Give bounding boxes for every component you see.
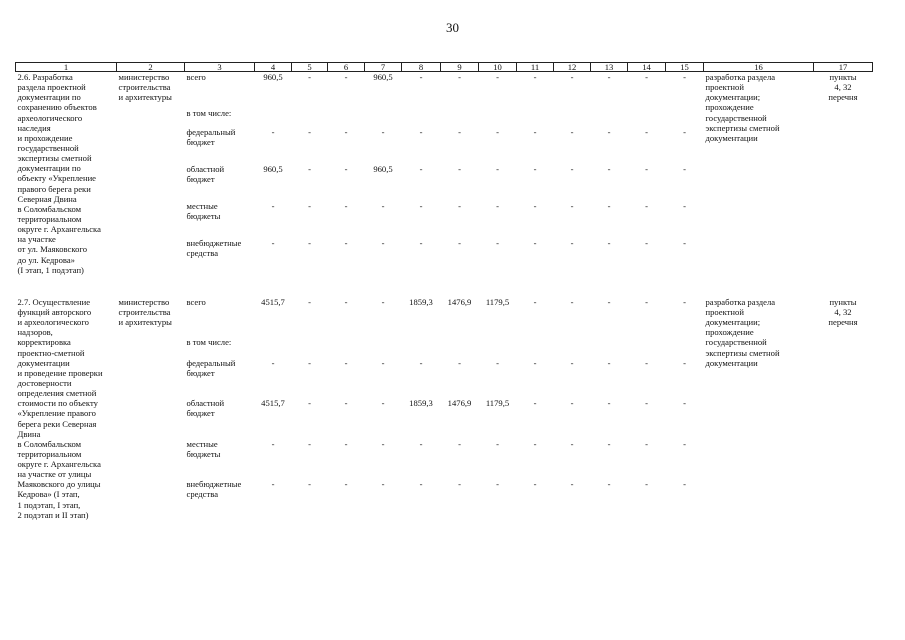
amount-cell: [666, 108, 704, 126]
amount-cell: -: [645, 126, 648, 137]
column-number-17: 17: [814, 63, 873, 72]
amount-cell: 1179,5: [485, 296, 510, 307]
amount-cell: -: [683, 357, 686, 368]
amount-cell: -: [458, 357, 461, 368]
amount-cell: -: [458, 163, 461, 174]
funding-source-label: в том числе:: [186, 108, 232, 119]
amount-cell: [292, 337, 328, 357]
table-row: [16, 297, 873, 338]
amount-cell: -: [344, 163, 348, 174]
funding-source-label: внебюджетные средства: [186, 479, 242, 500]
amount-cell: -: [271, 200, 275, 211]
amount-cell: -: [344, 357, 348, 368]
responsible-executor: министерство строительства и архитектуры: [118, 72, 172, 103]
amount-cell: [479, 108, 517, 126]
amount-cell: -: [458, 438, 461, 449]
amount-cell: 960,5: [263, 163, 283, 174]
amount-cell: -: [271, 479, 275, 490]
column-number-14: 14: [628, 63, 666, 72]
amount-cell: -: [607, 72, 611, 82]
amount-cell: -: [607, 479, 611, 490]
amount-cell: -: [419, 163, 423, 174]
amount-cell: 1476,9: [447, 398, 472, 409]
amount-cell: -: [533, 163, 537, 174]
amount-cell: -: [271, 357, 275, 368]
column-number-12: 12: [554, 63, 591, 72]
amount-cell: -: [683, 296, 686, 307]
amount-cell: -: [308, 296, 311, 307]
amount-cell: -: [570, 72, 574, 82]
amount-cell: -: [533, 438, 537, 449]
amount-cell: -: [570, 398, 574, 409]
amount-cell: 1476,9: [447, 296, 472, 307]
amount-cell: [402, 108, 441, 126]
amount-cell: [255, 108, 292, 126]
funding-source-label: в том числе:: [186, 337, 232, 348]
table-row: [16, 72, 873, 109]
funding-source-label: местные бюджеты: [186, 200, 221, 221]
amount-cell: -: [271, 438, 275, 449]
amount-cell: [328, 337, 365, 357]
amount-cell: -: [344, 398, 348, 409]
amount-cell: -: [419, 479, 423, 490]
column-number-7: 7: [365, 63, 402, 72]
amount-cell: 4515,7: [261, 296, 285, 307]
amount-cell: -: [645, 200, 648, 211]
amount-cell: -: [419, 438, 423, 449]
column-number-13: 13: [591, 63, 628, 72]
amount-cell: -: [344, 237, 348, 248]
indicator-reference: пункты 4, 32 перечня: [828, 72, 858, 103]
amount-cell: -: [607, 438, 611, 449]
amount-cell: -: [533, 72, 537, 82]
funding-source-label: всего: [186, 72, 206, 82]
column-number-4: 4: [255, 63, 292, 72]
amount-cell: -: [645, 357, 648, 368]
amount-cell: [666, 337, 704, 357]
column-number-2: 2: [117, 63, 185, 72]
amount-cell: -: [607, 357, 611, 368]
amount-cell: [441, 108, 479, 126]
amount-cell: -: [381, 357, 385, 368]
amount-cell: -: [458, 479, 461, 490]
expected-result: разработка раздела проектной документации; прохождение государственной экспертизы сметной документации: [705, 72, 780, 143]
amount-cell: -: [533, 357, 537, 368]
amount-cell: -: [344, 72, 348, 82]
amount-cell: -: [458, 237, 461, 248]
amount-cell: -: [683, 163, 686, 174]
amount-cell: -: [645, 72, 648, 82]
amount-cell: -: [570, 163, 574, 174]
amount-cell: [365, 337, 402, 357]
measure-name: 2.7. Осуществление функций авторского и археологического надзоров, корректировка проектно-сметной документации и проведение проверки достоверности определения сметной стоимости по объекту «Укрепление правого берега реки Северная Двина в Соломбальском территориальном округе г. Архангельска на участке от улицы Маяковского до улицы Кедрова» (I этап, 1 подэтап, I этап, 2 подэтап и II этап): [17, 296, 103, 520]
amount-cell: -: [381, 398, 385, 409]
amount-cell: -: [381, 126, 385, 137]
amount-cell: -: [570, 237, 574, 248]
amount-cell: 1859,3: [409, 398, 433, 409]
amount-cell: -: [683, 398, 686, 409]
amount-cell: -: [496, 237, 499, 248]
amount-cell: -: [271, 126, 275, 137]
amount-cell: -: [308, 200, 311, 211]
amount-cell: -: [645, 479, 648, 490]
amount-cell: 1859,3: [409, 296, 433, 307]
amount-cell: [554, 108, 591, 126]
amount-cell: [292, 108, 328, 126]
amount-cell: -: [271, 237, 275, 248]
amount-cell: -: [570, 438, 574, 449]
column-number-11: 11: [517, 63, 554, 72]
amount-cell: -: [308, 357, 311, 368]
amount-cell: -: [308, 126, 311, 137]
amount-cell: -: [344, 296, 348, 307]
amount-cell: -: [308, 398, 311, 409]
column-number-5: 5: [292, 63, 328, 72]
amount-cell: -: [458, 126, 461, 137]
amount-cell: -: [683, 479, 686, 490]
column-number-15: 15: [666, 63, 704, 72]
amount-cell: -: [607, 126, 611, 137]
amount-cell: 960,5: [263, 72, 283, 82]
amount-cell: -: [308, 438, 311, 449]
amount-cell: -: [533, 200, 537, 211]
funding-source-label: федеральный бюджет: [186, 126, 236, 148]
amount-cell: -: [570, 200, 574, 211]
expected-result: разработка раздела проектной документации; прохождение государственной экспертизы сметной документации: [705, 296, 780, 368]
amount-cell: 1179,5: [485, 398, 510, 409]
row-spacer: [16, 275, 873, 297]
funding-source-label: федеральный бюджет: [186, 357, 236, 378]
amount-cell: [328, 108, 365, 126]
amount-cell: [402, 337, 441, 357]
column-number-row: [16, 63, 873, 72]
column-number-6: 6: [328, 63, 365, 72]
amount-cell: -: [344, 438, 348, 449]
amount-cell: -: [533, 398, 537, 409]
amount-cell: -: [381, 479, 385, 490]
amount-cell: -: [419, 72, 423, 82]
amount-cell: -: [683, 200, 686, 211]
amount-cell: [479, 337, 517, 357]
amount-cell: -: [645, 438, 648, 449]
column-number-16: 16: [704, 63, 814, 72]
amount-cell: -: [496, 438, 499, 449]
amount-cell: -: [496, 357, 499, 368]
amount-cell: -: [496, 163, 499, 174]
amount-cell: [365, 108, 402, 126]
amount-cell: -: [645, 398, 648, 409]
amount-cell: -: [533, 237, 537, 248]
spacer-cell: [16, 275, 873, 297]
amount-cell: -: [496, 200, 499, 211]
amount-cell: 960,5: [373, 163, 393, 174]
amount-cell: -: [496, 126, 499, 137]
amount-cell: -: [570, 357, 574, 368]
amount-cell: -: [683, 72, 686, 82]
amount-cell: -: [419, 126, 423, 137]
amount-cell: -: [308, 237, 311, 248]
amount-cell: -: [381, 200, 385, 211]
amount-cell: -: [533, 126, 537, 137]
amount-cell: -: [381, 438, 385, 449]
column-number-10: 10: [479, 63, 517, 72]
amount-cell: [517, 108, 554, 126]
amount-cell: -: [496, 479, 499, 490]
amount-cell: -: [683, 126, 686, 137]
amount-cell: -: [645, 296, 648, 307]
amount-cell: -: [607, 237, 611, 248]
amount-cell: [628, 108, 666, 126]
amount-cell: -: [344, 200, 348, 211]
funding-source-label: всего: [186, 296, 206, 307]
funding-source-label: областной бюджет: [186, 163, 225, 185]
amount-cell: -: [344, 479, 348, 490]
amount-cell: -: [533, 296, 537, 307]
amount-cell: -: [607, 296, 611, 307]
funding-source-label: местные бюджеты: [186, 438, 221, 459]
amount-cell: [517, 337, 554, 357]
amount-cell: -: [607, 200, 611, 211]
column-number-9: 9: [441, 63, 479, 72]
amount-cell: [628, 337, 666, 357]
measure-name: 2.6. Разработка раздела проектной документации по сохранению объектов археологического наследия и прохождение государственной экспертизы сметной документации по объекту «Укрепление правого берега реки Северная Двина в Соломбальском территориальном округе г. Архангельска на участке от ул. Маяковского до ул. Кедрова» (I этап, 1 подэтап): [17, 72, 101, 275]
amount-cell: [441, 337, 479, 357]
amount-cell: 4515,7: [261, 398, 285, 409]
amount-cell: -: [607, 398, 611, 409]
amount-cell: -: [496, 72, 499, 82]
amount-cell: 960,5: [373, 72, 393, 82]
budget-table: [15, 62, 873, 520]
column-number-1: 1: [16, 63, 117, 72]
amount-cell: -: [570, 296, 574, 307]
amount-cell: -: [308, 163, 311, 174]
page-number: 30: [446, 20, 459, 35]
amount-cell: [554, 337, 591, 357]
amount-cell: -: [458, 72, 461, 82]
amount-cell: -: [570, 126, 574, 137]
amount-cell: -: [458, 200, 461, 211]
amount-cell: -: [533, 479, 537, 490]
column-number-3: 3: [185, 63, 255, 72]
amount-cell: -: [308, 479, 311, 490]
amount-cell: -: [381, 296, 385, 307]
amount-cell: -: [419, 357, 423, 368]
funding-source-label: областной бюджет: [186, 398, 225, 419]
responsible-executor: министерство строительства и архитектуры: [118, 296, 172, 328]
column-number-8: 8: [402, 63, 441, 72]
indicator-reference: пункты 4, 32 перечня: [828, 296, 858, 328]
amount-cell: [591, 337, 628, 357]
amount-cell: -: [308, 72, 311, 82]
amount-cell: -: [381, 237, 385, 248]
amount-cell: -: [344, 126, 348, 137]
amount-cell: -: [607, 163, 611, 174]
amount-cell: -: [419, 200, 423, 211]
funding-source-label: внебюджетные средства: [186, 237, 242, 258]
amount-cell: -: [645, 163, 648, 174]
amount-cell: [255, 337, 292, 357]
amount-cell: -: [645, 237, 648, 248]
amount-cell: -: [683, 237, 686, 248]
amount-cell: -: [419, 237, 423, 248]
amount-cell: -: [683, 438, 686, 449]
amount-cell: -: [570, 479, 574, 490]
amount-cell: [591, 108, 628, 126]
